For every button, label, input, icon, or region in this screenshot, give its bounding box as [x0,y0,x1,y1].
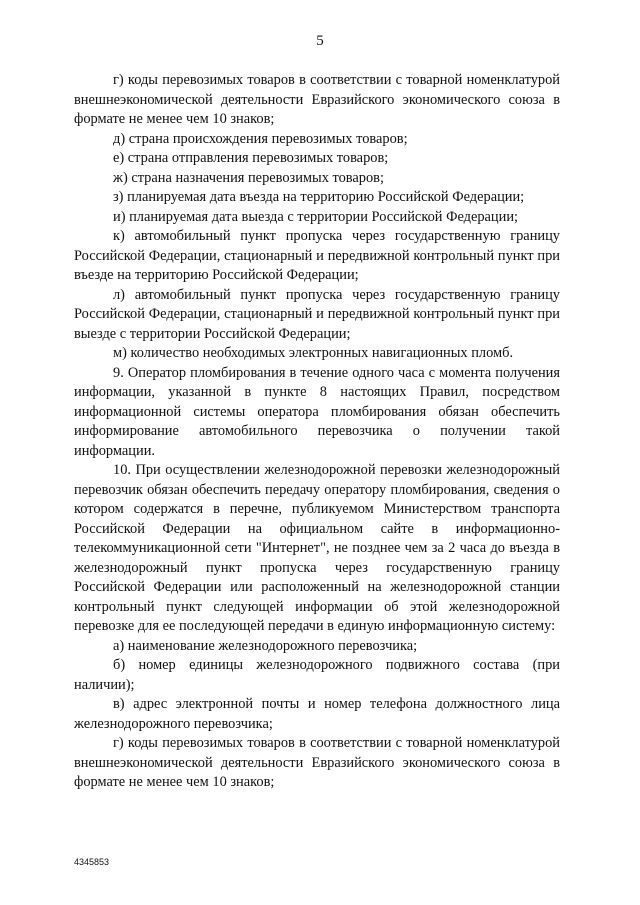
clause-m-seal-count: м) количество необходимых электронных навигационных пломб. [113,345,514,361]
page-number: 5 [316,33,324,49]
clause-b-rolling-stock-number: б) номер единицы железнодорожного подвижного состава (при наличии); [74,657,560,693]
clause-g-customs-codes-railway: г) коды перевозимых товаров в соответствии с товарной номенклатурой внешнеэкономической деятельности Евразийского экономического союза в формате не менее чем 10 знаков; [74,735,560,790]
clause-k-entry-checkpoint: к) автомобильный пункт пропуска через государственную границу Российской Федерации, стационарный и передвижной контрольный пункт при въезде на территорию Российской Федерации; [74,228,560,283]
clause-g-customs-codes: г) коды перевозимых товаров в соответствии с товарной номенклатурой внешнеэкономической деятельности Евразийского экономического союза в формате не менее чем 10 знаков; [74,72,560,127]
clause-v-contact-details: в) адрес электронной почты и номер телефона должностного лица железнодорожного перевозчика; [74,696,560,732]
paragraph-9-operator-notification: 9. Оператор пломбирования в течение одного часа с момента получения информации, указанной в пункте 8 настоящих Правил, посредством информационной системы оператора пломбирования обязан обеспечить информирование автомобильного перевозчика о получении такой информации. [74,364,560,459]
clause-i-exit-date: и) планируемая дата выезда с территории Российской Федерации; [113,208,519,225]
document-code: 4345853 [74,857,110,867]
clause-a-railway-carrier-name: а) наименование железнодорожного перевозчика; [113,637,418,654]
clause-zh-country-of-destination: ж) страна назначения перевозимых товаров; [113,169,384,186]
paragraph-10-railway-carrier: 10. При осуществлении железнодорожной перевозки железнодорожный перевозчик обязан обеспечить передачу оператору пломбирования, сведения о котором содержатся в перечне, публикуемом Министерством транспорта Российской Федерации на официальном сайте в информационно-телекоммуникационной сети "Интернет", не позднее чем за 2 часа до въезда в железнодорожный пункт пропуска через государственную границу Российской Федерации или расположенный на железнодорожной станции контрольный пункт следующей информации об этой железнодорожной перевозке для ее последующей передачи в единую информационную систему: [74,462,560,634]
clause-d-country-of-origin: д) страна происхождения перевозимых товаров; [113,130,408,147]
document-body [74,71,560,793]
clause-l-exit-checkpoint: л) автомобильный пункт пропуска через государственную границу Российской Федерации, стационарный и передвижной контрольный пункт при выезде с территории Российской Федерации; [74,286,560,342]
clause-z-entry-date: з) планируемая дата въезда на территорию Российской Федерации; [113,189,525,205]
clause-e-country-of-departure: е) страна отправления перевозимых товаров; [113,150,389,166]
